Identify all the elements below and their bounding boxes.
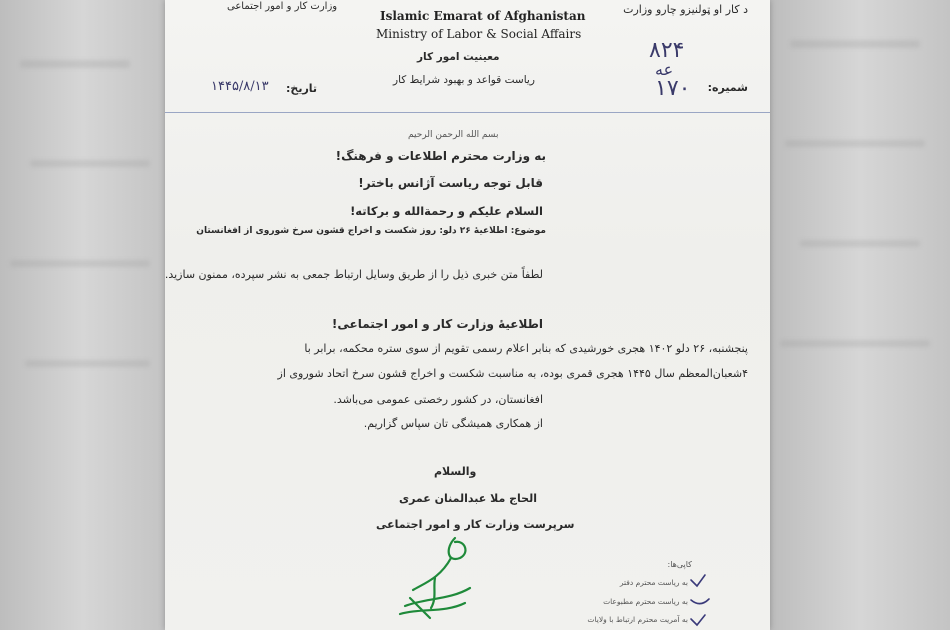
copies-label: کاپی‌ها: xyxy=(667,560,692,569)
header-pashto-ministry: د کار او ټولنیزو چارو وزارت xyxy=(623,3,748,16)
number-label: شمیره: xyxy=(707,81,748,94)
blurred-background-right xyxy=(770,0,950,630)
greeting: السلام علیکم و رحمة‌الله و برکاته! xyxy=(350,204,543,218)
date-value-handwritten: ۱۴۴۵/۸/۱۳ xyxy=(211,79,269,94)
copy-item-provinces: به آمریت محترم ارتباط با ولایات xyxy=(587,615,688,624)
addressee-bakhtar-agency: قابل توجه ریاست آژانس باختر! xyxy=(358,176,543,190)
thanks-line: از همکاری همیشگی تان سپاس گزاریم. xyxy=(363,417,543,430)
notice-line-2: ۴شعبان‌المعظم سال ۱۴۴۵ هجری قمری بوده، به مناسبت شکست و اخراج قشون سرخ اتحاد شوروی از xyxy=(277,367,748,380)
header-deputy-ministry: معینیت امور کار xyxy=(417,51,500,63)
notice-line-1: پنجشنبه، ۲۶ دلو ۱۴۰۲ هجری خورشیدی که بنابر اعلام رسمی تقویم از سوی ستره محکمه، برابر با xyxy=(304,342,748,355)
copy-check-marks xyxy=(687,572,717,630)
copy-item-office: به ریاست محترم دفتر xyxy=(619,578,688,587)
header-emirate-title: Islamic Emarat of Afghanistan xyxy=(380,9,586,23)
bismillah: بسم الله الرحمن الرحیم xyxy=(408,130,499,140)
signatory-name: الحاج ملا عبدالمنان عمری xyxy=(399,492,537,505)
request-line: لطفاً متن خبری ذیل را از طریق وسایل ارتباط جمعی به نشر سپرده، ممنون سازید. xyxy=(165,268,543,281)
blurred-background-left xyxy=(0,0,165,630)
closing-salutation: والسلام xyxy=(434,465,477,478)
subject-line: موضوع: اطلاعیۀ ۲۶ دلو: روز شکست و اخراج قشون سرخ شوروی از افغانستان xyxy=(196,226,546,236)
addressee-ministry-culture: به وزارت محترم اطلاعات و فرهنگ! xyxy=(335,149,546,163)
number-value-handwritten: ۸۲۴ xyxy=(649,38,685,63)
number-value-bottom: ۱۷۰ xyxy=(655,76,691,101)
header-directorate: ریاست قواعد و بهبود شرایط کار xyxy=(393,74,535,86)
copy-item-press: به ریاست محترم مطبوعات xyxy=(603,597,688,606)
header-divider xyxy=(165,112,770,113)
header-dari-ministry: وزارت کار و امور اجتماعی xyxy=(227,1,338,12)
letter-document xyxy=(165,0,770,630)
notice-title: اطلاعیۀ وزارت کار و امور اجتماعی! xyxy=(331,317,543,331)
number-value-mid: عه xyxy=(655,60,674,79)
notice-line-3: افغانستان، در کشور رخصتی عمومی می‌باشد. xyxy=(333,393,543,406)
signature-green-ink xyxy=(385,528,485,623)
signatory-title: سرپرست وزارت کار و امور اجتماعی xyxy=(376,518,575,531)
header-ministry-english: Ministry of Labor & Social Affairs xyxy=(376,27,582,41)
date-label: تاریخ: xyxy=(286,82,318,95)
